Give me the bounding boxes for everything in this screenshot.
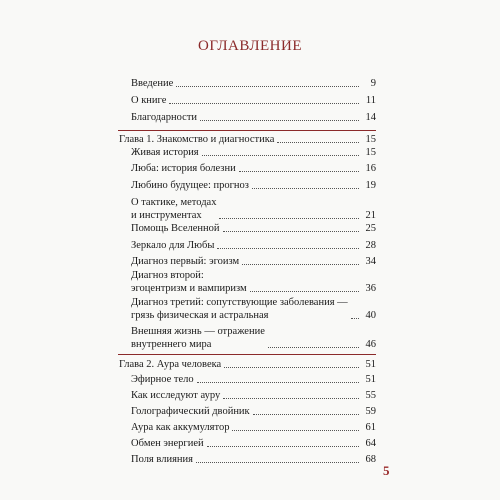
toc-entry-page: 59 [365, 406, 376, 417]
leader-dots [169, 102, 359, 104]
toc-entry-page: 11 [365, 95, 376, 106]
toc-entry-label: Обмен энергией [131, 438, 204, 449]
toc-entry[interactable] [131, 179, 376, 192]
toc-entry-page: 15 [365, 134, 376, 145]
leader-dots [252, 187, 359, 189]
toc-entry-page: 25 [365, 223, 376, 234]
toc-entry-page: 55 [365, 390, 376, 401]
toc-entry-label: Диагноз третий: сопутствующие заболевания — грязь физическая и астральная [131, 297, 348, 321]
toc-entry[interactable] [131, 269, 376, 295]
toc-entry[interactable] [131, 437, 376, 450]
toc-entry-label: Люба: история болезни [131, 163, 236, 174]
leader-dots [223, 397, 359, 399]
toc-entry-label: Введение [131, 78, 174, 89]
toc-entry-page: 61 [365, 422, 376, 433]
toc-entry-page: 14 [365, 112, 376, 123]
toc-chapter-2-heading[interactable] [119, 358, 376, 371]
toc-entry-label: Помощь Вселенной [131, 223, 220, 234]
toc-entry[interactable] [131, 389, 376, 402]
leader-dots [223, 230, 360, 232]
leader-dots [242, 263, 359, 265]
toc-entry-label: Поля влияния [131, 454, 193, 465]
toc-entry-page: 15 [365, 147, 376, 158]
toc-entry[interactable] [131, 255, 376, 268]
leader-dots [196, 461, 359, 463]
toc-entry-page: 9 [370, 78, 376, 89]
leader-dots [197, 381, 359, 383]
toc-entry-introduction[interactable] [131, 77, 376, 90]
leader-dots [207, 445, 359, 447]
toc-entry-label: О тактике, методах и инструментах [131, 197, 217, 221]
toc-entry-label: Живая история [131, 147, 199, 158]
toc-entry[interactable] [131, 162, 376, 175]
toc-entry-page: 16 [365, 163, 376, 174]
leader-dots [202, 154, 359, 156]
toc-entry-label: Внешняя жизнь — отражение внутреннего мира [131, 326, 265, 350]
toc-entry-label: О книге [131, 95, 167, 106]
toc-entry-label: Диагноз первый: эгоизм [131, 256, 240, 267]
toc-entry-about-book[interactable] [131, 94, 376, 107]
toc-entry-page: 21 [365, 210, 376, 221]
toc-entry-label: Эфирное тело [131, 374, 194, 385]
toc-entry[interactable] [131, 373, 376, 386]
toc-entry[interactable] [131, 296, 376, 322]
toc-entry-label: Голографический двойник [131, 406, 250, 417]
toc-entry-page: 64 [365, 438, 376, 449]
toc-chapter-1-heading[interactable] [119, 133, 376, 146]
leader-dots [176, 85, 359, 87]
toc-entry-label: Зеркало для Любы [131, 240, 215, 251]
toc-entry-page: 46 [365, 339, 376, 350]
toc-entry[interactable] [131, 146, 376, 159]
leader-dots [253, 413, 359, 415]
toc-entry-label: Глава 2. Аура человека [119, 359, 222, 370]
leader-dots [239, 170, 359, 172]
toc-entry[interactable] [131, 405, 376, 418]
toc-entry-label: Аура как аккумулятор [131, 422, 230, 433]
toc-entry-page: 36 [365, 283, 376, 294]
leader-dots [200, 119, 359, 121]
toc-entry-page: 51 [365, 359, 376, 370]
leader-dots [268, 346, 359, 348]
toc-entry-page: 51 [365, 374, 376, 385]
leader-dots [250, 290, 359, 292]
leader-dots [351, 317, 359, 319]
leader-dots [232, 429, 359, 431]
leader-dots [217, 247, 359, 249]
leader-dots [219, 217, 359, 219]
toc-entry[interactable] [131, 239, 376, 252]
toc-entry-acknowledgements[interactable] [131, 111, 376, 124]
toc-entry-label: Благодарности [131, 112, 198, 123]
leader-dots [224, 366, 359, 368]
toc-entry[interactable] [131, 453, 376, 466]
section-divider [118, 354, 376, 355]
toc-entry-page: 19 [365, 180, 376, 191]
toc-entry[interactable] [131, 421, 376, 434]
toc-entry-label: Глава 1. Знакомство и диагностика [119, 134, 275, 145]
toc-entry[interactable] [131, 196, 376, 222]
toc-entry-page: 28 [365, 240, 376, 251]
toc-entry[interactable] [131, 325, 376, 351]
toc-entry-page: 34 [365, 256, 376, 267]
page-number: 5 [383, 463, 390, 478]
toc-entry[interactable] [131, 222, 376, 235]
leader-dots [277, 141, 359, 143]
toc-entry-label: Диагноз второй: эгоцентризм и вампиризм [131, 270, 247, 294]
toc-entry-label: Любино будущее: прогноз [131, 180, 249, 191]
toc-entry-page: 68 [365, 454, 376, 465]
toc-title: ОГЛАВЛЕНИЕ [198, 38, 302, 54]
toc-entry-page: 40 [365, 310, 376, 321]
toc-entry-label: Как исследуют ауру [131, 390, 221, 401]
section-divider [118, 130, 376, 131]
